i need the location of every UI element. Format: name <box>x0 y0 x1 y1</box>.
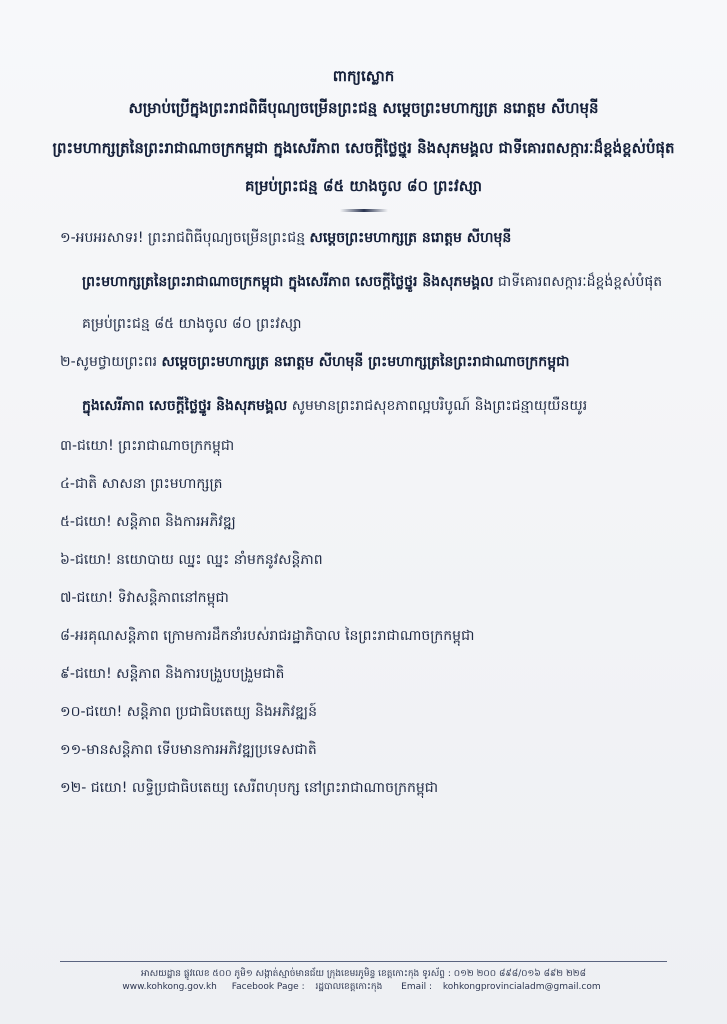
footer-divider <box>60 961 667 962</box>
slogan-item-1-bold: សម្ដេចព្រះមហាក្សត្រ នរោត្តម សីហមុនី <box>309 230 512 246</box>
header-divider <box>340 209 388 212</box>
slogan-item-7: ៧-ជយោ! ទិវាសន្តិភាពនៅកម្ពុជា <box>60 590 229 606</box>
slogan-item-6: ៦-ជយោ! នយោបាយ ឈ្នះ ឈ្នះ នាំមកនូវសន្តិភាព <box>60 552 323 568</box>
footer-email-value: kohkongprovincialadm@gmail.com <box>442 982 601 992</box>
slogan-item-12: ១២- ជយោ! លទ្ធិប្រជាធិបតេយ្យ សេរីពហុបក្ស នៅព្រះរាជាណាចក្រកម្ពុជា <box>60 780 439 796</box>
footer-address: អាសយដ្ឋាន ផ្លូវលេខ ៥០០ ភូមិ១ សង្កាត់ស្មាច់មានជ័យ ក្រុងខេមរភូមិន្ទ ខេត្តកោះកុង ទូរស័ព្ទ : ០១២ ២០០ ៨៩៨/០១៦ ៨៩២ ២២៨ <box>141 969 586 979</box>
slogan-item-5: ៥-ជយោ! សន្តិភាព និងការអភិវឌ្ឍ <box>60 514 236 530</box>
footer-website: www.kohkong.gov.kh <box>122 982 217 992</box>
slogan-item-2-cont-rest: សូមមានព្រះរាជសុខភាពល្អបរិបូណ៍ និងព្រះជន្មាយុយឺនយូរ <box>287 398 588 414</box>
footer-email-label: Email : <box>401 982 433 992</box>
slogan-item-1 <box>60 228 687 248</box>
header-line-3: គម្រប់ព្រះជន្ម ៨៥ យាងចូល ៨០ ព្រះវស្សា <box>244 177 483 195</box>
header-line-2: ព្រះមហាក្សត្រនៃព្រះរាជាណាចក្រកម្ពុជា ក្នុងសេរីភាព សេចក្ដីថ្លៃថ្នូរ និងសុភមង្គល ជាទីគោរពសក្ការៈដ៏ខ្ពង់ខ្ពស់បំផុត <box>52 139 675 157</box>
footer-facebook-value: រដ្ឋបាលខេត្តកោះកុង <box>315 982 383 992</box>
document-header <box>40 66 687 196</box>
slogan-item-1-cont-bold: ព្រះមហាក្សត្រនៃព្រះរាជាណាចក្រកម្ពុជា ក្នុងសេរីភាព សេចក្ដីថ្លៃថ្នូរ និងសុភមង្គល <box>82 274 494 290</box>
slogan-item-2-bold: សម្ដេចព្រះមហាក្សត្រ នរោត្តម សីហមុនី ព្រះមហាក្សត្រនៃព្រះរាជាណាចក្រកម្ពុជា <box>161 354 570 370</box>
slogan-item-2-cont-1 <box>60 396 687 416</box>
slogan-list <box>60 228 687 798</box>
slogan-item-1-cont-rest: ជាទីគោរពសក្ការៈដ៏ខ្ពង់ខ្ពស់បំផុត <box>493 274 663 290</box>
footer-facebook <box>228 982 387 992</box>
slogan-item-2-prefix: ២-សូមថ្វាយព្រះពរ <box>60 354 162 370</box>
slogan-item-9: ៩-ជយោ! សន្តិភាព និងការបង្រួបបង្រួមជាតិ <box>60 666 285 682</box>
slogan-item-1-cont-2: គម្រប់ព្រះជន្ម ៨៥ យាងចូល ៨០ ព្រះវស្សា <box>82 316 302 332</box>
slogan-item-11: ១១-មានសន្តិភាព ទើបមានការអភិវឌ្ឍប្រទេសជាតិ <box>60 742 317 758</box>
header-line-1: សម្រាប់ប្រើក្នុងព្រះរាជពិធីបុណ្យចម្រើនព្រះជន្ម សម្ដេចព្រះមហាក្សត្រ នរោត្តម សីហមុនី <box>128 99 599 117</box>
slogan-item-3: ៣-ជយោ! ព្រះរាជាណាចក្រកម្ពុជា <box>60 438 235 454</box>
slogan-item-2 <box>60 352 687 372</box>
slogan-item-1-cont-1 <box>60 272 687 292</box>
document-footer <box>40 968 687 994</box>
document-title: ពាក្យស្លោក <box>332 67 395 85</box>
slogan-item-8: ៨-អរគុណសន្តិភាព ក្រោមការដឹកនាំរបស់រាជរដ្ឋាភិបាល នៃព្រះរាជាណាចក្រកម្ពុជា <box>60 628 475 644</box>
footer-contacts <box>40 981 687 994</box>
slogan-item-10: ១០-ជយោ! សន្តិភាព ប្រជាធិបតេយ្យ និងអភិវឌ្ឍន៍ <box>60 704 317 720</box>
footer-email <box>397 982 604 992</box>
footer-facebook-label: Facebook Page : <box>231 982 305 992</box>
slogan-item-2-cont-bold: ក្នុងសេរីភាព សេចក្ដីថ្លៃថ្នូរ និងសុភមង្គល <box>82 398 288 414</box>
slogan-item-4: ៤-ជាតិ សាសនា ព្រះមហាក្សត្រ <box>60 476 223 492</box>
slogan-item-1-prefix: ១-អបអរសាទរ! ព្រះរាជពិធីបុណ្យចម្រើនព្រះជន្ម <box>60 230 310 246</box>
